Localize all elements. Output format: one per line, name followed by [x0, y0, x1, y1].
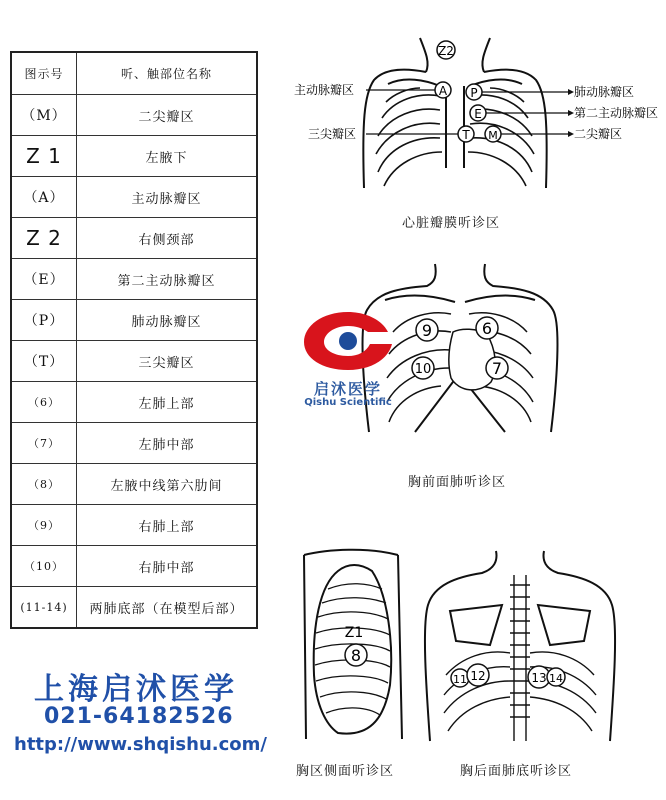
label-tricuspid: 三尖瓣区	[308, 127, 357, 141]
table-row	[11, 546, 257, 587]
row-name: 二尖瓣区	[77, 95, 258, 136]
marker-10: 10	[414, 362, 432, 377]
row-code: Z 2	[11, 218, 77, 259]
row-name: 左腋下	[77, 136, 258, 177]
logo-text-en: Qishu Scientific	[304, 397, 392, 408]
table-row	[11, 177, 257, 218]
row-name: 左肺上部	[77, 382, 258, 423]
table-row	[11, 423, 257, 464]
row-name: 右肺中部	[77, 546, 258, 587]
marker-6: 6	[481, 319, 493, 338]
marker-8: 8	[350, 646, 362, 665]
marker-e: E	[474, 107, 482, 121]
table-row	[11, 259, 257, 300]
row-code: (11-14)	[11, 587, 77, 629]
label-second-aortic: 第二主动脉瓣区	[574, 106, 659, 120]
company-name: 上海启沭医学	[34, 672, 238, 707]
row-code: （8）	[11, 464, 77, 505]
table-row	[11, 136, 257, 177]
row-code: （E）	[11, 259, 77, 300]
row-code: （A）	[11, 177, 77, 218]
caption-front-lung: 胸前面肺听诊区	[408, 475, 507, 490]
table-row	[11, 587, 257, 629]
marker-m: M	[488, 129, 498, 142]
header-code: 图示号	[11, 52, 77, 95]
table-row	[11, 218, 257, 259]
row-code: （10）	[11, 546, 77, 587]
qishu-logo-mark	[300, 308, 396, 374]
caption-heart: 心脏瓣膜听诊区	[402, 216, 501, 231]
marker-t: T	[462, 128, 470, 142]
company-url[interactable]: http://www.shqishu.com/	[14, 734, 267, 755]
table-row	[11, 300, 257, 341]
row-name: 主动脉瓣区	[77, 177, 258, 218]
back-lung-diagram	[420, 545, 620, 745]
caption-back: 胸后面肺底听诊区	[460, 764, 573, 779]
marker-13: 13	[531, 671, 547, 685]
label-pulmonary: 肺动脉瓣区	[574, 85, 635, 99]
marker-p: P	[470, 86, 478, 100]
table-row	[11, 505, 257, 546]
table-row	[11, 95, 257, 136]
marker-14: 14	[549, 672, 563, 685]
table-row	[11, 341, 257, 382]
row-code: （T）	[11, 341, 77, 382]
side-chest-diagram	[298, 545, 413, 745]
company-phone: 021-64182526	[44, 704, 234, 729]
logo-text-cn: 启沭医学	[313, 380, 382, 398]
row-name: 右侧颈部	[77, 218, 258, 259]
row-code: Z 1	[11, 136, 77, 177]
marker-z2: Z2	[438, 44, 454, 58]
row-code: （M）	[11, 95, 77, 136]
row-name: 第二主动脉瓣区	[77, 259, 258, 300]
auscultation-reference-table	[10, 51, 258, 629]
label-mitral: 二尖瓣区	[574, 127, 623, 141]
row-code: （9）	[11, 505, 77, 546]
marker-12: 12	[470, 669, 486, 683]
table-row	[11, 464, 257, 505]
row-code: （6）	[11, 382, 77, 423]
label-aortic: 主动脉瓣区	[294, 83, 355, 97]
row-name: 肺动脉瓣区	[77, 300, 258, 341]
row-code: （P）	[11, 300, 77, 341]
row-name: 三尖瓣区	[77, 341, 258, 382]
table-row	[11, 382, 257, 423]
row-code: （7）	[11, 423, 77, 464]
marker-7: 7	[491, 359, 503, 378]
caption-side: 胸区侧面听诊区	[296, 764, 395, 779]
marker-a: A	[438, 84, 448, 98]
row-name: 左肺中部	[77, 423, 258, 464]
row-name: 两肺底部（在模型后部）	[77, 587, 258, 629]
marker-9: 9	[421, 321, 433, 340]
marker-z1: Z1	[344, 625, 364, 641]
row-name: 左腋中线第六肋间	[77, 464, 258, 505]
header-name: 听、触部位名称	[77, 52, 258, 95]
row-name: 右肺上部	[77, 505, 258, 546]
heart-valve-diagram	[290, 28, 660, 203]
marker-11: 11	[453, 673, 467, 686]
table-header-row	[11, 52, 257, 95]
